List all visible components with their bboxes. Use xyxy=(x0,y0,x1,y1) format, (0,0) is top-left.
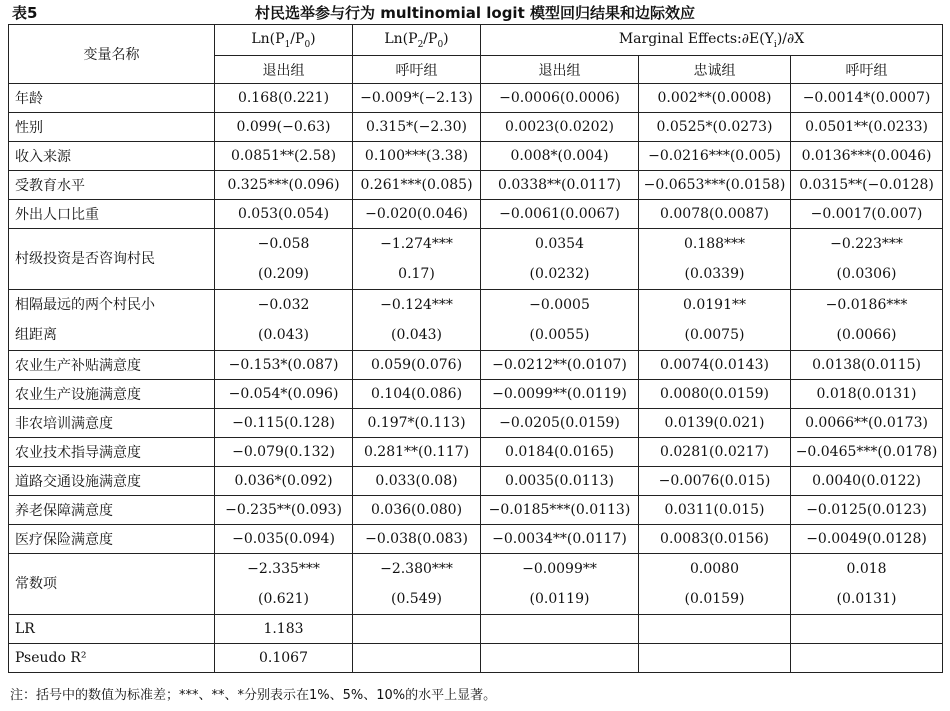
table-cell: −0.0125(0.0123) xyxy=(791,496,943,525)
table-cell: −0.035(0.094) xyxy=(215,525,353,554)
header-ln1: $Ln(P_1/P_0)$ xyxy=(215,25,353,56)
row-label: 性别 xyxy=(9,113,215,142)
table-row xyxy=(9,380,943,409)
table-body-invest xyxy=(9,229,943,351)
table-cell: −0.124*** (0.043) xyxy=(353,290,481,351)
table-cell: −1.274*** 0.17) xyxy=(353,229,481,290)
table-row xyxy=(9,200,943,229)
row-label: 农业技术指导满意度 xyxy=(9,438,215,467)
table-cell xyxy=(639,644,791,673)
table-cell: 0.0354 (0.0232) xyxy=(481,229,639,290)
table-cell: 0.0080(0.0159) xyxy=(639,380,791,409)
header-voice-2: 呼吁组 xyxy=(791,56,943,84)
row-label: 相隔最远的两个村民小 组距离 xyxy=(9,290,215,351)
table-cell: −0.0076(0.015) xyxy=(639,467,791,496)
row-label: 农业生产设施满意度 xyxy=(9,380,215,409)
table-cell: 0.002**(0.0008) xyxy=(639,84,791,113)
table-cell: −0.0205(0.0159) xyxy=(481,409,639,438)
row-label: 收入来源 xyxy=(9,142,215,171)
table-cell: −0.0049(0.0128) xyxy=(791,525,943,554)
table-cell xyxy=(639,615,791,644)
table-cell: 0.261***(0.085) xyxy=(353,171,481,200)
table-cell: 0.0525*(0.0273) xyxy=(639,113,791,142)
table-cell: 0.0066**(0.0173) xyxy=(791,409,943,438)
table-cell: 0.0851**(2.58) xyxy=(215,142,353,171)
table-row-constant xyxy=(9,554,943,615)
table-cell xyxy=(353,644,481,673)
table-cell: 0.0023(0.0202) xyxy=(481,113,639,142)
table-row xyxy=(9,496,943,525)
table-cell: −2.335*** (0.621) xyxy=(215,554,353,615)
table-cell: −0.0034**(0.0117) xyxy=(481,525,639,554)
table-cell xyxy=(481,615,639,644)
table-cell: −0.0061(0.0067) xyxy=(481,200,639,229)
table-cell xyxy=(353,615,481,644)
table-cell: −0.020(0.046) xyxy=(353,200,481,229)
table-cell: −0.153*(0.087) xyxy=(215,351,353,380)
table-cell: −0.058 (0.209) xyxy=(215,229,353,290)
table-cell: 0.0035(0.0113) xyxy=(481,467,639,496)
table-cell: 0.325***(0.096) xyxy=(215,171,353,200)
table-row-pseudo-r2 xyxy=(9,644,943,673)
table-cell xyxy=(791,644,943,673)
table-row xyxy=(9,467,943,496)
table-cell: 0.188*** (0.0339) xyxy=(639,229,791,290)
table-cell: −0.235**(0.093) xyxy=(215,496,353,525)
table-cell: 0.0501**(0.0233) xyxy=(791,113,943,142)
table-cell: 0.0040(0.0122) xyxy=(791,467,943,496)
row-label: 村级投资是否咨询村民 xyxy=(9,229,215,290)
row-label: Pseudo R² xyxy=(9,644,215,673)
table-cell: 0.0138(0.0115) xyxy=(791,351,943,380)
table-row xyxy=(9,438,943,467)
table-cell: 0.0315**(−0.0128) xyxy=(791,171,943,200)
table-cell: 0.281**(0.117) xyxy=(353,438,481,467)
table-cell: 0.053(0.054) xyxy=(215,200,353,229)
table-cell: 0.0080 (0.0159) xyxy=(639,554,791,615)
table-row-lr xyxy=(9,615,943,644)
table-cell: 0.0078(0.0087) xyxy=(639,200,791,229)
table-cell: 0.0139(0.021) xyxy=(639,409,791,438)
header-exit-1: 退出组 xyxy=(215,56,353,84)
table-body-bottom xyxy=(9,554,943,673)
header-variable: 变量名称 xyxy=(9,25,215,84)
header-loyal: 忠诚组 xyxy=(639,56,791,84)
header-exit-2: 退出组 xyxy=(481,56,639,84)
table-cell: −0.009*(−2.13) xyxy=(353,84,481,113)
table-cell: −0.223*** (0.0306) xyxy=(791,229,943,290)
table-cell: 0.0338**(0.0117) xyxy=(481,171,639,200)
table-cell: 0.104(0.086) xyxy=(353,380,481,409)
table-cell: −0.0017(0.007) xyxy=(791,200,943,229)
table-cell: −0.0185***(0.0113) xyxy=(481,496,639,525)
table-cell: 0.197*(0.113) xyxy=(353,409,481,438)
table-cell: 0.0074(0.0143) xyxy=(639,351,791,380)
table-cell: 0.0136***(0.0046) xyxy=(791,142,943,171)
table-cell: −0.0099** (0.0119) xyxy=(481,554,639,615)
row-label: 农业生产补贴满意度 xyxy=(9,351,215,380)
table-cell: 0.018 (0.0131) xyxy=(791,554,943,615)
table-row xyxy=(9,84,943,113)
header-voice-1: 呼吁组 xyxy=(353,56,481,84)
table-cell: 0.0281(0.0217) xyxy=(639,438,791,467)
table-cell: −0.0186*** (0.0066) xyxy=(791,290,943,351)
table-row-distance xyxy=(9,290,943,351)
table-cell: −0.0014*(0.0007) xyxy=(791,84,943,113)
table-cell: −0.054*(0.096) xyxy=(215,380,353,409)
row-label: 受教育水平 xyxy=(9,171,215,200)
table-cell: 0.0184(0.0165) xyxy=(481,438,639,467)
table-cell: −0.032 (0.043) xyxy=(215,290,353,351)
table-cell: 0.018(0.0131) xyxy=(791,380,943,409)
regression-table xyxy=(8,24,943,673)
header-ln2: $Ln(P_2/P_0)$ xyxy=(353,25,481,56)
table-cell: 0.0191** (0.0075) xyxy=(639,290,791,351)
table-cell: 0.099(−0.63) xyxy=(215,113,353,142)
header-marginal: Marginal $Effects:\partial E(Y_i)/\partial X$ xyxy=(481,25,943,56)
table-cell: 0.0311(0.015) xyxy=(639,496,791,525)
table-cell: 0.168(0.221) xyxy=(215,84,353,113)
table-cell: −0.0465***(0.0178) xyxy=(791,438,943,467)
row-label: LR xyxy=(9,615,215,644)
table-body-top xyxy=(9,84,943,229)
row-label: 外出人口比重 xyxy=(9,200,215,229)
row-label: 道路交通设施满意度 xyxy=(9,467,215,496)
table-cell: −0.079(0.132) xyxy=(215,438,353,467)
table-cell: −0.0006(0.0006) xyxy=(481,84,639,113)
table-cell xyxy=(791,615,943,644)
table-row xyxy=(9,171,943,200)
row-label: 医疗保险满意度 xyxy=(9,525,215,554)
table-cell xyxy=(481,644,639,673)
header-row-1 xyxy=(9,25,943,56)
table-cell: −0.0216***(0.005) xyxy=(639,142,791,171)
row-label: 常数项 xyxy=(9,554,215,615)
table-cell: 0.1067 xyxy=(215,644,353,673)
row-label: 养老保障满意度 xyxy=(9,496,215,525)
table-number: 表5 xyxy=(12,4,38,22)
table-cell: 0.033(0.08) xyxy=(353,467,481,496)
table-row xyxy=(9,142,943,171)
table-cell: −2.380*** (0.549) xyxy=(353,554,481,615)
row-label: 年龄 xyxy=(9,84,215,113)
table-row xyxy=(9,351,943,380)
table-title: 村民选举参与行为 multinomial logit 模型回归结果和边际效应 xyxy=(255,4,695,22)
table-cell: 0.008*(0.004) xyxy=(481,142,639,171)
table-cell: −0.115(0.128) xyxy=(215,409,353,438)
table-caption xyxy=(8,0,942,22)
table-cell: 0.036*(0.092) xyxy=(215,467,353,496)
table-row xyxy=(9,113,943,142)
row-label: 非农培训满意度 xyxy=(9,409,215,438)
table-row xyxy=(9,409,943,438)
table-cell: 0.0083(0.0156) xyxy=(639,525,791,554)
table-body-middle xyxy=(9,351,943,554)
table-row xyxy=(9,525,943,554)
table-cell: 0.036(0.080) xyxy=(353,496,481,525)
table-cell: −0.0099**(0.0119) xyxy=(481,380,639,409)
table-cell: 0.059(0.076) xyxy=(353,351,481,380)
table-cell: −0.0005 (0.0055) xyxy=(481,290,639,351)
table-cell: −0.0653***(0.0158) xyxy=(639,171,791,200)
table-cell: 1.183 xyxy=(215,615,353,644)
table-row-invest xyxy=(9,229,943,290)
table-note: 注：括号中的数值为标准差；***、**、*分别表示在1%、5%、10%的水平上显著。 xyxy=(10,688,497,703)
table-cell: −0.038(0.083) xyxy=(353,525,481,554)
table-cell: −0.0212**(0.0107) xyxy=(481,351,639,380)
table-cell: 0.100***(3.38) xyxy=(353,142,481,171)
table-cell: 0.315*(−2.30) xyxy=(353,113,481,142)
